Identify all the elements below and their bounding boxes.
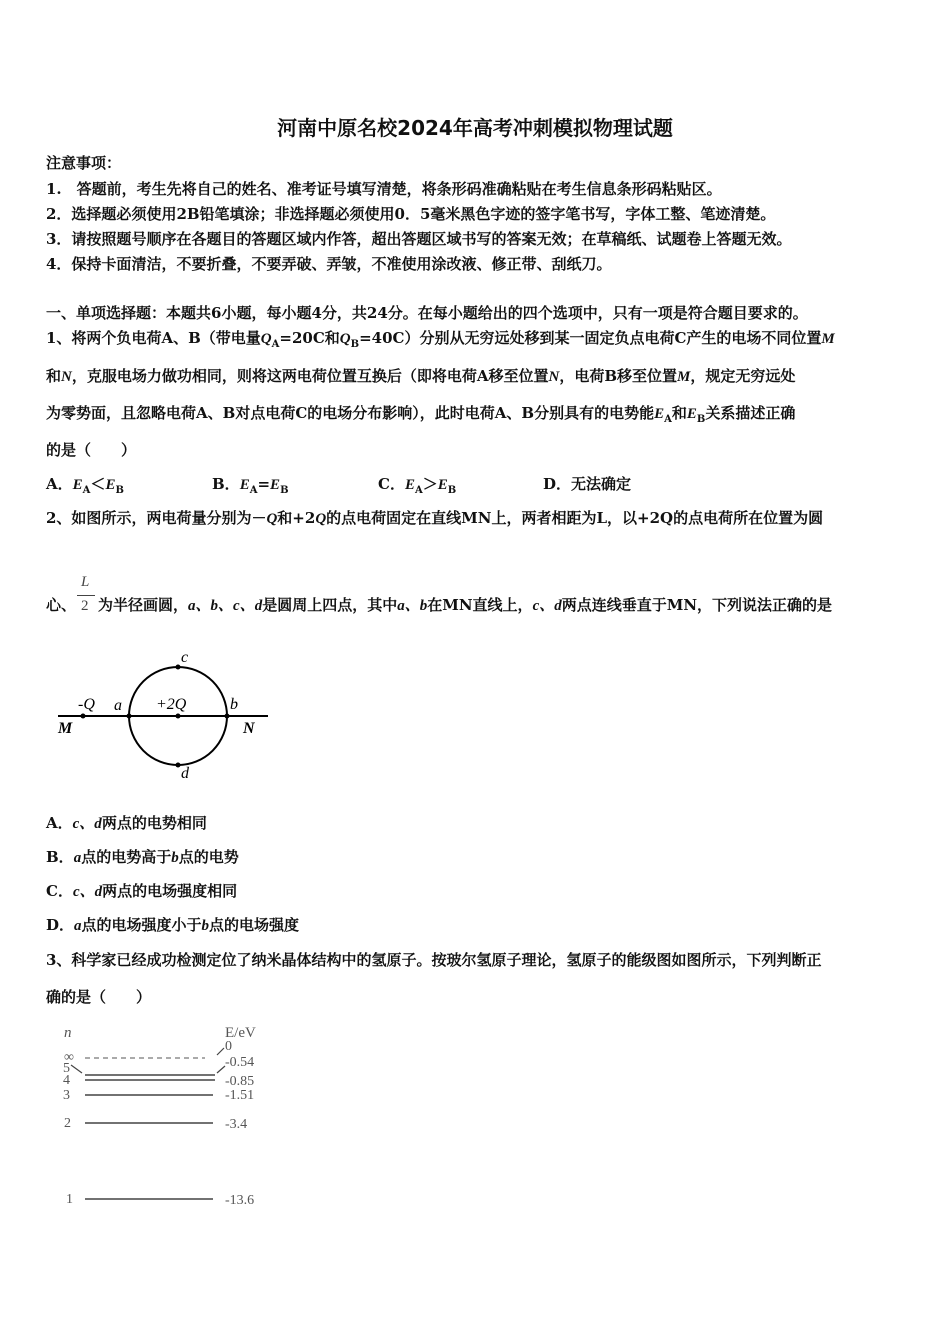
radius-fraction: $\frac{L}{2}$	[76, 600, 98, 615]
q3-line-2: 确的是（ ）	[46, 988, 152, 1006]
label-d: d	[181, 765, 189, 782]
page-title: 河南中原名校2024年高考冲刺模拟物理试题	[277, 116, 673, 140]
notice-item-3: 3．请按照题号顺序在各题目的答题区域内作答，超出答题区域书写的答案无效；在草稿纸、试题卷上答题无效。	[46, 230, 792, 248]
level-inf-e: 0	[225, 1039, 232, 1054]
left-arrow	[71, 1065, 82, 1073]
charge-neg-q-dot	[81, 714, 86, 719]
point-b-dot	[225, 714, 230, 719]
level-4-n: 4	[63, 1073, 70, 1088]
label-pos-2q: +2Q	[156, 696, 187, 713]
q2-line-1: 2、如图所示，两电荷量分别为－Q和+2Q的点电荷固定在直线MN上，两者相距为L，以+2Q的点电荷所在位置为圆	[46, 509, 824, 527]
e-axis-label: E/eV	[225, 1025, 256, 1041]
q1-option-a: A．$E_A<E_B$	[46, 475, 124, 496]
level-4-e: -0.85	[225, 1074, 255, 1089]
notice-heading: 注意事项：	[46, 154, 122, 172]
q2-option-b: B．a点的电势高于b点的电势	[46, 848, 239, 866]
notice-item-2: 2．选择题必须使用2B铅笔填涂；非选择题必须使用0．5毫米黑色字迹的签字笔书写，字体工整、笔迹清楚。	[46, 205, 776, 223]
charge-pos-2q-dot	[176, 714, 181, 719]
energy-level-diagram	[55, 1018, 285, 1218]
q1-option-c: C．$E_A>E_B$	[378, 475, 457, 496]
label-b: b	[230, 696, 238, 713]
q2-option-d: D．a点的电场强度小于b点的电场强度	[46, 916, 300, 934]
q1-line-1: 1、将两个负电荷A、B（带电量$Q_A=20C$和$Q_B=40C$）分别从无穷远处移到某一固定负点电荷C产生的电场不同位置M	[46, 329, 835, 350]
q1-line-3: 为零势面，且忽略电荷A、B对点电荷C的电场分布影响），此时电荷A、B分别具有的电势能$E_A$和$E_B$关系描述正确	[46, 404, 796, 425]
right-arrow	[217, 1048, 224, 1055]
level-5-e: -0.54	[225, 1055, 255, 1070]
level-2-e: -3.4	[225, 1117, 248, 1132]
q1-line-2: 和N，克服电场力做功相同，则将这两电荷位置互换后（即将电荷A移至位置N，电荷B移至位置M，规定无穷远处	[46, 367, 796, 385]
point-a-dot	[127, 714, 132, 719]
level-3-n: 3	[63, 1088, 70, 1103]
level-1-e: -13.6	[225, 1193, 255, 1208]
level-3-e: -1.51	[225, 1088, 255, 1103]
q1-line-4: 的是（ ）	[46, 441, 137, 459]
label-n: N	[243, 720, 255, 737]
level-5-n: 5	[63, 1061, 70, 1076]
notice-item-1: 1. 答题前，考生先将自己的姓名、准考证号填写清楚，将条形码准确粘贴在考生信息条形码粘贴区。	[46, 180, 722, 198]
label-a: a	[114, 697, 122, 714]
q3-line-1: 3、科学家已经成功检测定位了纳米晶体结构中的氢原子。按玻尔氢原子理论，氢原子的能级图如图所示，下列判断正	[46, 951, 822, 969]
label-m: M	[58, 720, 73, 737]
level-inf-n: ∞	[64, 1050, 74, 1065]
point-c-dot	[176, 665, 181, 670]
q2-line-2: 心、 $\frac{L}{2}$ 为半径画圆，a、b、c、d是圆周上四点，其中a、b在MN直线上，c、d两点连线垂直于MN，下列说法正确的是	[46, 574, 833, 614]
q2-option-c: C．c、d两点的电场强度相同	[46, 882, 238, 900]
q1-option-b: B．$E_A=E_B$	[212, 475, 289, 496]
n-axis-label: n	[64, 1025, 72, 1041]
level-1-n: 1	[66, 1192, 73, 1207]
q2-option-a: A．c、d两点的电势相同	[46, 814, 207, 832]
right-arrow-5	[217, 1066, 225, 1073]
notice-item-4: 4．保持卡面清洁，不要折叠，不要弄破、弄皱，不准使用涂改液、修正带、刮纸刀。	[46, 255, 612, 273]
level-2-n: 2	[64, 1116, 71, 1131]
label-neg-q: -Q	[78, 696, 95, 713]
label-c: c	[181, 649, 189, 666]
q1-option-d: D．无法确定	[543, 475, 632, 493]
point-d-dot	[176, 763, 181, 768]
q2-charge-figure	[50, 648, 280, 783]
section-heading: 一、单项选择题：本题共6小题，每小题4分，共24分。在每小题给出的四个选项中，只有一项是符合题目要求的。	[46, 304, 808, 322]
